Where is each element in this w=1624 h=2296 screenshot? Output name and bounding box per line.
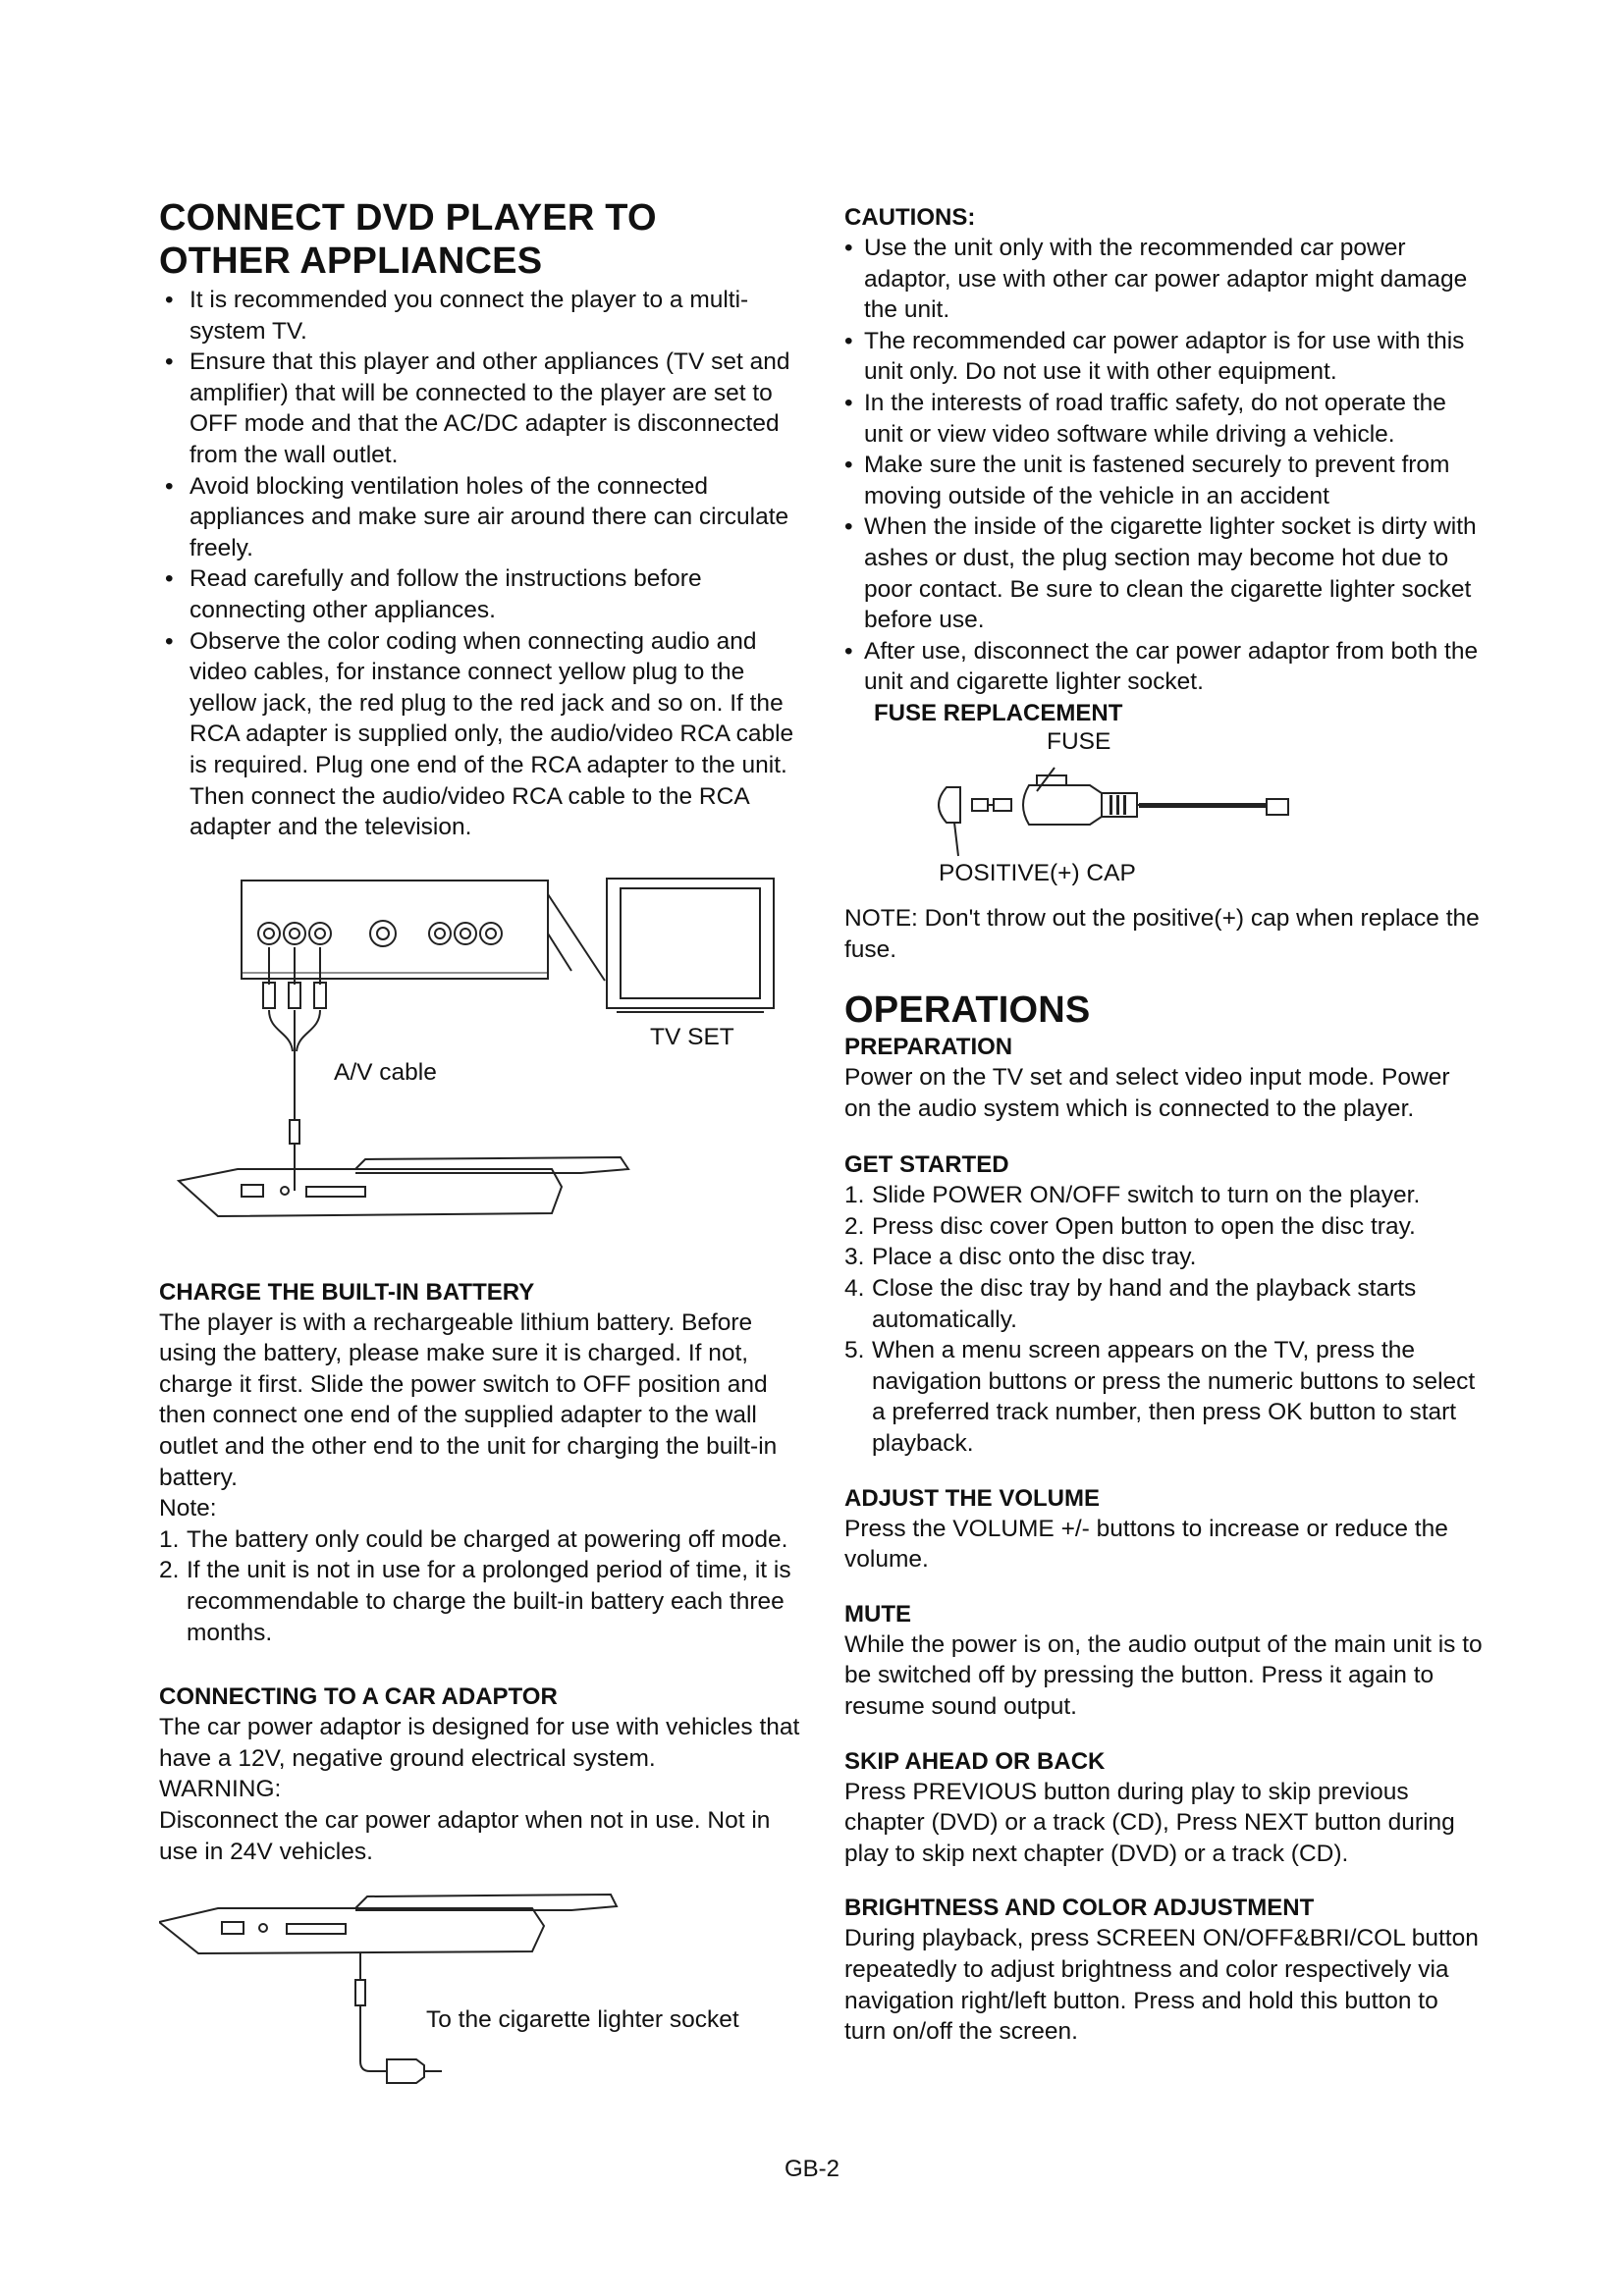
- fuse-label: FUSE: [1047, 727, 1111, 755]
- connect-bullet: • Observe the color coding when connecting audio and video cables, for instance connect yellow plug to the yellow jack, the red plug to the red jack and so on. If the RCA adapter is supplied only, the audio/video RCA cable is required. Plug one end of the RCA adapter to the unit. Then connect the audio/video RCA cable to the RCA adapter and the television.: [159, 626, 807, 843]
- step-number: 1.: [844, 1182, 865, 1209]
- brightness-text: During playback, press SCREEN ON/OFF&BRI/COL button repeatedly to adjust brightness and color respectively via navigation right/left button. Press and hold this button to turn on/off the screen.: [844, 1925, 1479, 2046]
- connect-bullet: • It is recommended you connect the player to a multi-system TV.: [159, 285, 807, 347]
- positive-cap-label: POSITIVE(+) CAP: [939, 859, 1136, 886]
- charge-note-item: [159, 1555, 807, 1648]
- brightness-title: BRIGHTNESS AND COLOR ADJUSTMENT: [844, 1895, 1315, 1922]
- charge-body: The player is with a rechargeable lithium battery. Before using the battery, please make sure it is charged. If not, charge it first. Slide the power switch to OFF position and then connect one end of the supplied adapter to the wall outlet and the other end to the unit for charging the built-in battery.: [159, 1308, 778, 1491]
- step-number: 3.: [844, 1244, 865, 1271]
- tv-set-label: TV SET: [650, 1023, 734, 1050]
- connect-bullet-list: [159, 285, 807, 843]
- skip-text: Press PREVIOUS button during play to skip previous chapter (DVD) or a track (CD), Press NEXT button during play to skip next chapter (DVD) or a track (CD).: [844, 1778, 1455, 1867]
- step-number: 2.: [844, 1212, 865, 1240]
- step-number: 5.: [844, 1337, 865, 1364]
- note-number: 2.: [159, 1557, 180, 1584]
- page-number: GB-2: [784, 2156, 839, 2182]
- connect-bullet: • Ensure that this player and other appliances (TV set and amplifier) that will be connected to the player are set to OFF mode and that the AC/DC adapter is disconnected from the wall outlet.: [159, 347, 807, 470]
- mute-title: MUTE: [844, 1600, 911, 1628]
- caution-item: • Make sure the unit is fastened securely to prevent from moving outside of the vehicle in an accident: [844, 450, 1483, 511]
- step-item: [844, 1211, 1483, 1243]
- note-number: 1.: [159, 1525, 180, 1553]
- step-item: [844, 1180, 1483, 1211]
- car-adaptor-title: CONNECTING TO A CAR ADAPTOR: [159, 1683, 558, 1711]
- connect-title: CONNECT DVD PLAYER TO OTHER APPLIANCES: [159, 197, 657, 282]
- step-item: [844, 1242, 1483, 1273]
- caution-item: • The recommended car power adaptor is for use with this unit only. Do not use it with other equipment.: [844, 326, 1483, 388]
- cigarette-socket-label: To the cigarette lighter socket: [426, 2006, 739, 2034]
- mute-text: While the power is on, the audio output of the main unit is to be switched off by pressing the button. Press it again to resume sound output.: [844, 1630, 1483, 1720]
- right-column: [844, 196, 1483, 2048]
- car-adaptor-drawing: [159, 1887, 807, 2093]
- connect-bullet: • Read carefully and follow the instructions before connecting other appliances.: [159, 563, 807, 625]
- step-item: [844, 1335, 1483, 1459]
- step-text: Press disc cover Open button to open the disc tray.: [872, 1212, 1416, 1240]
- step-text: Place a disc onto the disc tray.: [872, 1244, 1197, 1271]
- skip-title: SKIP AHEAD OR BACK: [844, 1747, 1106, 1775]
- step-text: Close the disc tray by hand and the playback starts automatically.: [872, 1275, 1417, 1333]
- av-cable-label: A/V cable: [334, 1058, 437, 1086]
- charge-note-list: [159, 1524, 807, 1648]
- step-text: Slide POWER ON/OFF switch to turn on the player.: [872, 1182, 1421, 1209]
- caution-item: • In the interests of road traffic safety, do not operate the unit or view video software while driving a vehicle.: [844, 388, 1483, 450]
- connect-bullet: • Avoid blocking ventilation holes of the connected appliances and make sure air around there can circulate freely.: [159, 471, 807, 564]
- preparation-text: Power on the TV set and select video input mode. Power on the audio system which is connected to the player.: [844, 1064, 1450, 1122]
- caution-item: • Use the unit only with the recommended car power adaptor, use with other car power adaptor might damage the unit.: [844, 233, 1483, 326]
- step-item: [844, 1273, 1483, 1335]
- get-started-steps: [844, 1180, 1483, 1459]
- volume-text: Press the VOLUME +/- buttons to increase or reduce the volume.: [844, 1515, 1448, 1574]
- left-column: [159, 196, 807, 2093]
- step-number: 4.: [844, 1275, 865, 1303]
- note-text: If the unit is not in use for a prolonged period of time, it is recommendable to charge the built-in battery each three months.: [187, 1557, 791, 1646]
- preparation-title: PREPARATION: [844, 1034, 1013, 1061]
- operations-title: OPERATIONS: [844, 989, 1091, 1032]
- note-text: The battery only could be charged at powering off mode.: [187, 1525, 788, 1553]
- connection-diagram: [159, 875, 807, 1238]
- car-warning-text: Disconnect the car power adaptor when not in use. Not in use in 24V vehicles.: [159, 1807, 771, 1865]
- volume-title: ADJUST THE VOLUME: [844, 1484, 1101, 1512]
- fuse-title: FUSE REPLACEMENT: [874, 699, 1123, 726]
- car-adaptor-diagram: [159, 1887, 807, 2093]
- car-adaptor-body: The car power adaptor is designed for use with vehicles that have a 12V, negative ground electrical system.: [159, 1714, 800, 1772]
- cautions-title: CAUTIONS:: [844, 204, 976, 231]
- step-text: When a menu screen appears on the TV, press the navigation buttons or press the numeric buttons to select a preferred track number, then press OK button to start playback.: [872, 1337, 1476, 1458]
- charge-title: CHARGE THE BUILT-IN BATTERY: [159, 1278, 535, 1306]
- fuse-note: NOTE: Don't throw out the positive(+) cap when replace the fuse.: [844, 904, 1480, 963]
- get-started-title: GET STARTED: [844, 1151, 1009, 1179]
- caution-item: • After use, disconnect the car power adaptor from both the unit and cigarette lighter socket.: [844, 636, 1483, 698]
- fuse-diagram: [844, 728, 1483, 895]
- connection-diagram-drawing: [159, 875, 807, 1238]
- charge-note-label: Note:: [159, 1495, 217, 1522]
- charge-note-item: [159, 1524, 807, 1556]
- caution-item: • When the inside of the cigarette lighter socket is dirty with ashes or dust, the plug section may become hot due to poor contact. Be sure to clean the cigarette lighter socket before use.: [844, 511, 1483, 635]
- cautions-list: [844, 233, 1483, 698]
- car-warning-label: WARNING:: [159, 1776, 282, 1803]
